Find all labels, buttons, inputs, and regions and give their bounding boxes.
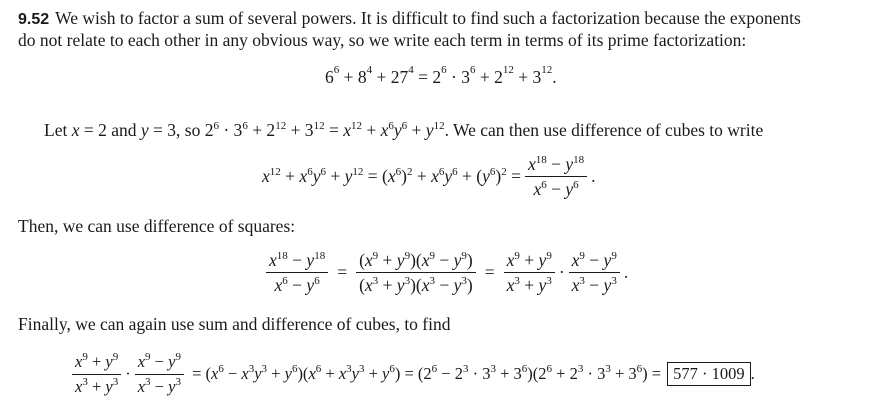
finally-text: Finally, we can again use sum and difference of cubes, to find xyxy=(18,314,451,334)
finally-line xyxy=(18,313,451,335)
fraction-x18-y18: $\frac{x^{18} - y^{18}}{x^6 - y^6}$ xyxy=(525,154,587,199)
equation-difference-of-squares: $\frac{x^{18} - y^{18}}{x^6 - y^6}$ = $\frac{(x^9 + y^9)(x^9 - y^9)}{(x^3 + y^3)(x^3 - y^3)}$ = $\frac{x^9 + y^9}{x^3 + y^3}$ · $\frac{x^9 - y^9}{x^3 - y^3}$ . xyxy=(262,248,628,296)
problem-number: 9.52 xyxy=(18,11,50,28)
substitution-line: Let x = 2 and y = 3, so $2^6 \cdot 3^6 + 2^{12} + 3^{12} = x^{12} + x^6y^6 + y^{12}$. We can then use difference of cubes to write xyxy=(44,120,764,140)
let-prefix: Let xyxy=(44,120,68,140)
let-and: and xyxy=(111,120,137,140)
then-line xyxy=(18,215,295,237)
then-text: Then, we can use difference of squares: xyxy=(18,216,296,236)
intro-paragraph-line-1 xyxy=(18,7,801,31)
intro-text-1: We wish to factor a sum of several powers. It is difficult to find such a factorization because the exponents xyxy=(55,8,801,28)
let-suffix: . We can then use difference of cubes to write xyxy=(444,120,764,140)
intro-paragraph-line-2 xyxy=(18,29,746,51)
let-so: , so xyxy=(176,120,201,140)
equation-final-factorization: $\frac{x^9 + y^9}{x^3 + y^3}$ · $\frac{x^9 - y^9}{x^3 - y^3}$ = $(x^6 - x^3y^3 + y^6)(x^6 + x^3y^3 + y^6) = (2^6 - 2^3 \cdot 3^3 + 3^6)(2^6 + 2^3 \cdot 3^3 + 3^6)$ = 577 · 1009 . xyxy=(68,348,755,400)
intro-text-2: do not relate to each other in any obvious way, so we write each term in terms of its prime factorization: xyxy=(18,30,747,50)
equation-prime-factorization: 6 $^6$ + 8 $^4$ + 27 $^4$ = 2 $^6$ · 3 $^6$ + 2 $^{12}$ + 3 $^{12}$ . xyxy=(325,64,557,87)
equation-difference-of-cubes: $x^{12} + x^6y^6 + y^{12} = (x^6)^2 + x^6y^6 + (y^6)^2$ = $\frac{x^{18} - y^{18}}{x^6 - y^6}$ . xyxy=(262,153,596,199)
boxed-answer: 577 · 1009 xyxy=(667,362,751,386)
